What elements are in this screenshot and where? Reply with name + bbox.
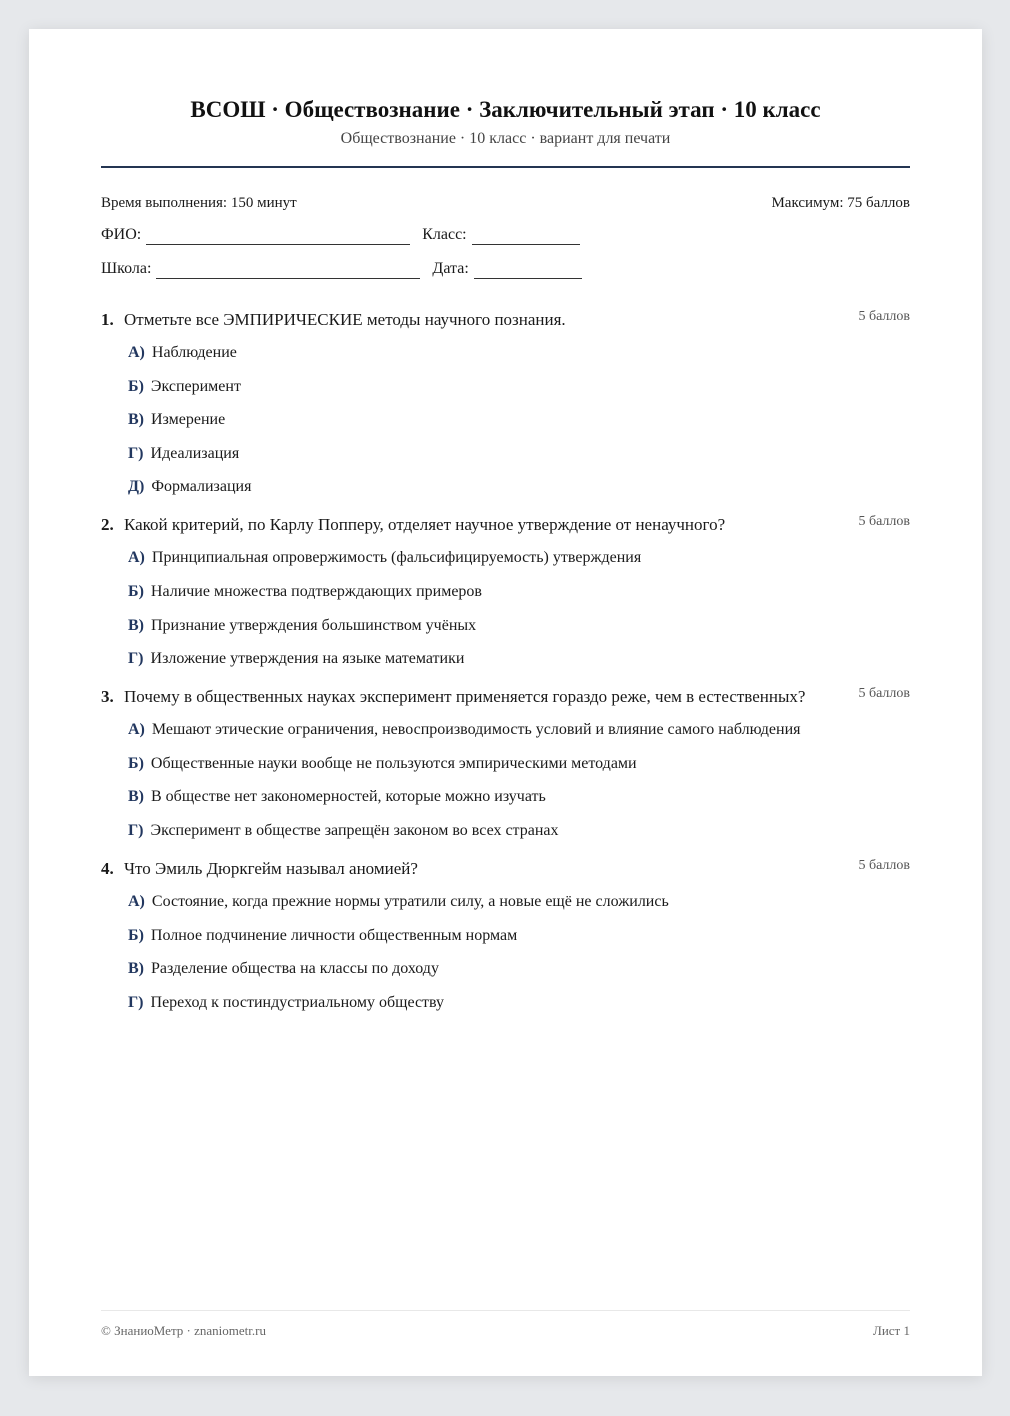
question-1 [101,309,910,497]
option-text: В обществе нет закономерностей, которые можно изучать [151,788,546,806]
answer-option-g[interactable] [128,649,910,669]
option-text: Полное подчинение личности общественным нормам [150,926,518,944]
question-number: 3. [101,687,114,707]
document-header [101,95,910,149]
answer-option-b[interactable] [128,926,910,946]
answer-option-g[interactable] [128,821,910,841]
option-letter: А) [128,344,145,361]
question-text: Какой критерий, по Карлу Попперу, отделяет научное утверждение от ненаучного? [124,515,726,535]
option-text: Признание утверждения большинством учёных [151,616,477,634]
answer-options [101,548,910,669]
option-letter: Г) [128,993,144,1011]
page-subtitle: Обществознание · 10 класс · вариант для печати [340,130,671,147]
option-text: Переход к постиндустриальному обществу [150,993,445,1011]
answer-option-v[interactable] [128,410,910,430]
exam-meta [101,194,910,212]
question-points: 5 баллов [858,686,910,702]
option-letter: Б) [128,926,144,944]
answer-options [101,720,910,841]
class-field[interactable] [472,230,580,245]
option-text: Идеализация [150,444,240,462]
question-2 [101,514,910,669]
option-letter: Д) [128,478,145,496]
school-label: Школа: [101,260,152,277]
option-text: Изложение утверждения на языке математики [150,650,465,668]
answer-option-a[interactable] [128,720,910,740]
exam-sheet [29,29,982,1376]
question-header [101,686,910,708]
question-3 [101,686,910,841]
answer-options [101,892,910,1013]
student-fields-row-2 [101,259,594,279]
option-letter: А) [128,892,145,910]
option-text: Наличие множества подтверждающих примеров [150,582,482,600]
question-points: 5 баллов [858,857,910,873]
option-letter: В) [128,616,144,634]
time-limit: Время выполнения: 150 минут [101,195,297,211]
fio-label: ФИО: [101,226,142,243]
answer-option-b[interactable] [128,377,910,397]
question-header [101,514,910,536]
question-header [101,309,910,331]
option-letter: В) [128,788,144,806]
question-number: 2. [101,515,114,535]
answer-option-d[interactable] [128,477,910,497]
question-number: 4. [101,858,114,878]
option-text: Принципиальная опровержимость (фальсифицируемость) утверждения [151,549,642,567]
answer-option-v[interactable] [128,787,910,807]
footer-divider [101,1310,910,1311]
option-letter: В) [128,411,144,429]
option-text: Состояние, когда прежние нормы утратили силу, а новые ещё не сложились [151,892,669,910]
option-letter: Г) [128,444,144,462]
option-text: Мешают этические ограничения, невоспроизводимость условий и влияние самого наблюдения [151,721,801,739]
answer-options [101,343,910,497]
answer-option-v[interactable] [128,959,910,979]
header-divider [101,166,910,168]
question-text: Отметьте все ЭМПИРИЧЕСКИЕ методы научного познания. [124,310,566,329]
page-title: ВСОШ · Обществознание · Заключительный этап · 10 класс [190,97,821,122]
question-points: 5 баллов [858,514,910,530]
question-number: 1. [101,310,114,329]
option-letter: Г) [128,650,144,668]
option-text: Наблюдение [151,344,237,361]
option-letter: Б) [128,582,144,600]
footer-copyright: © ЗнаниоМетр · znaniometr.ru [101,1323,266,1338]
option-letter: В) [128,960,144,978]
question-4 [101,858,910,1013]
option-text: Общественные науки вообще не пользуются эмпирическими методами [150,754,637,772]
fio-field[interactable] [146,230,410,245]
school-field[interactable] [156,264,420,279]
option-text: Разделение общества на классы по доходу [151,960,439,978]
class-label: Класс: [422,226,467,243]
option-letter: А) [128,549,145,567]
option-text: Измерение [151,411,226,429]
answer-option-g[interactable] [128,993,910,1013]
question-points: 5 баллов [858,309,910,324]
page-footer [101,1323,910,1339]
option-letter: Б) [128,377,144,395]
option-text: Эксперимент в обществе запрещён законом во всех странах [150,821,559,839]
option-text: Эксперимент [150,377,241,395]
option-letter: А) [128,721,145,739]
answer-option-b[interactable] [128,582,910,602]
question-text: Почему в общественных науках эксперимент применяется гораздо реже, чем в естественных? [124,687,806,707]
answer-option-a[interactable] [128,343,910,363]
date-field[interactable] [474,264,582,279]
student-fields-row-1 [101,225,592,245]
answer-option-a[interactable] [128,892,910,912]
option-letter: Г) [128,821,144,839]
question-header [101,858,910,880]
option-letter: Б) [128,754,144,772]
answer-option-b[interactable] [128,754,910,774]
question-list [101,309,910,1030]
max-score: Максимум: 75 баллов [771,195,910,211]
answer-option-a[interactable] [128,548,910,568]
sheet-number: Лист 1 [873,1323,910,1338]
date-label: Дата: [432,260,469,277]
answer-option-g[interactable] [128,444,910,464]
question-text: Что Эмиль Дюркгейм называл аномией? [124,858,418,878]
option-text: Формализация [151,478,252,496]
answer-option-v[interactable] [128,616,910,636]
